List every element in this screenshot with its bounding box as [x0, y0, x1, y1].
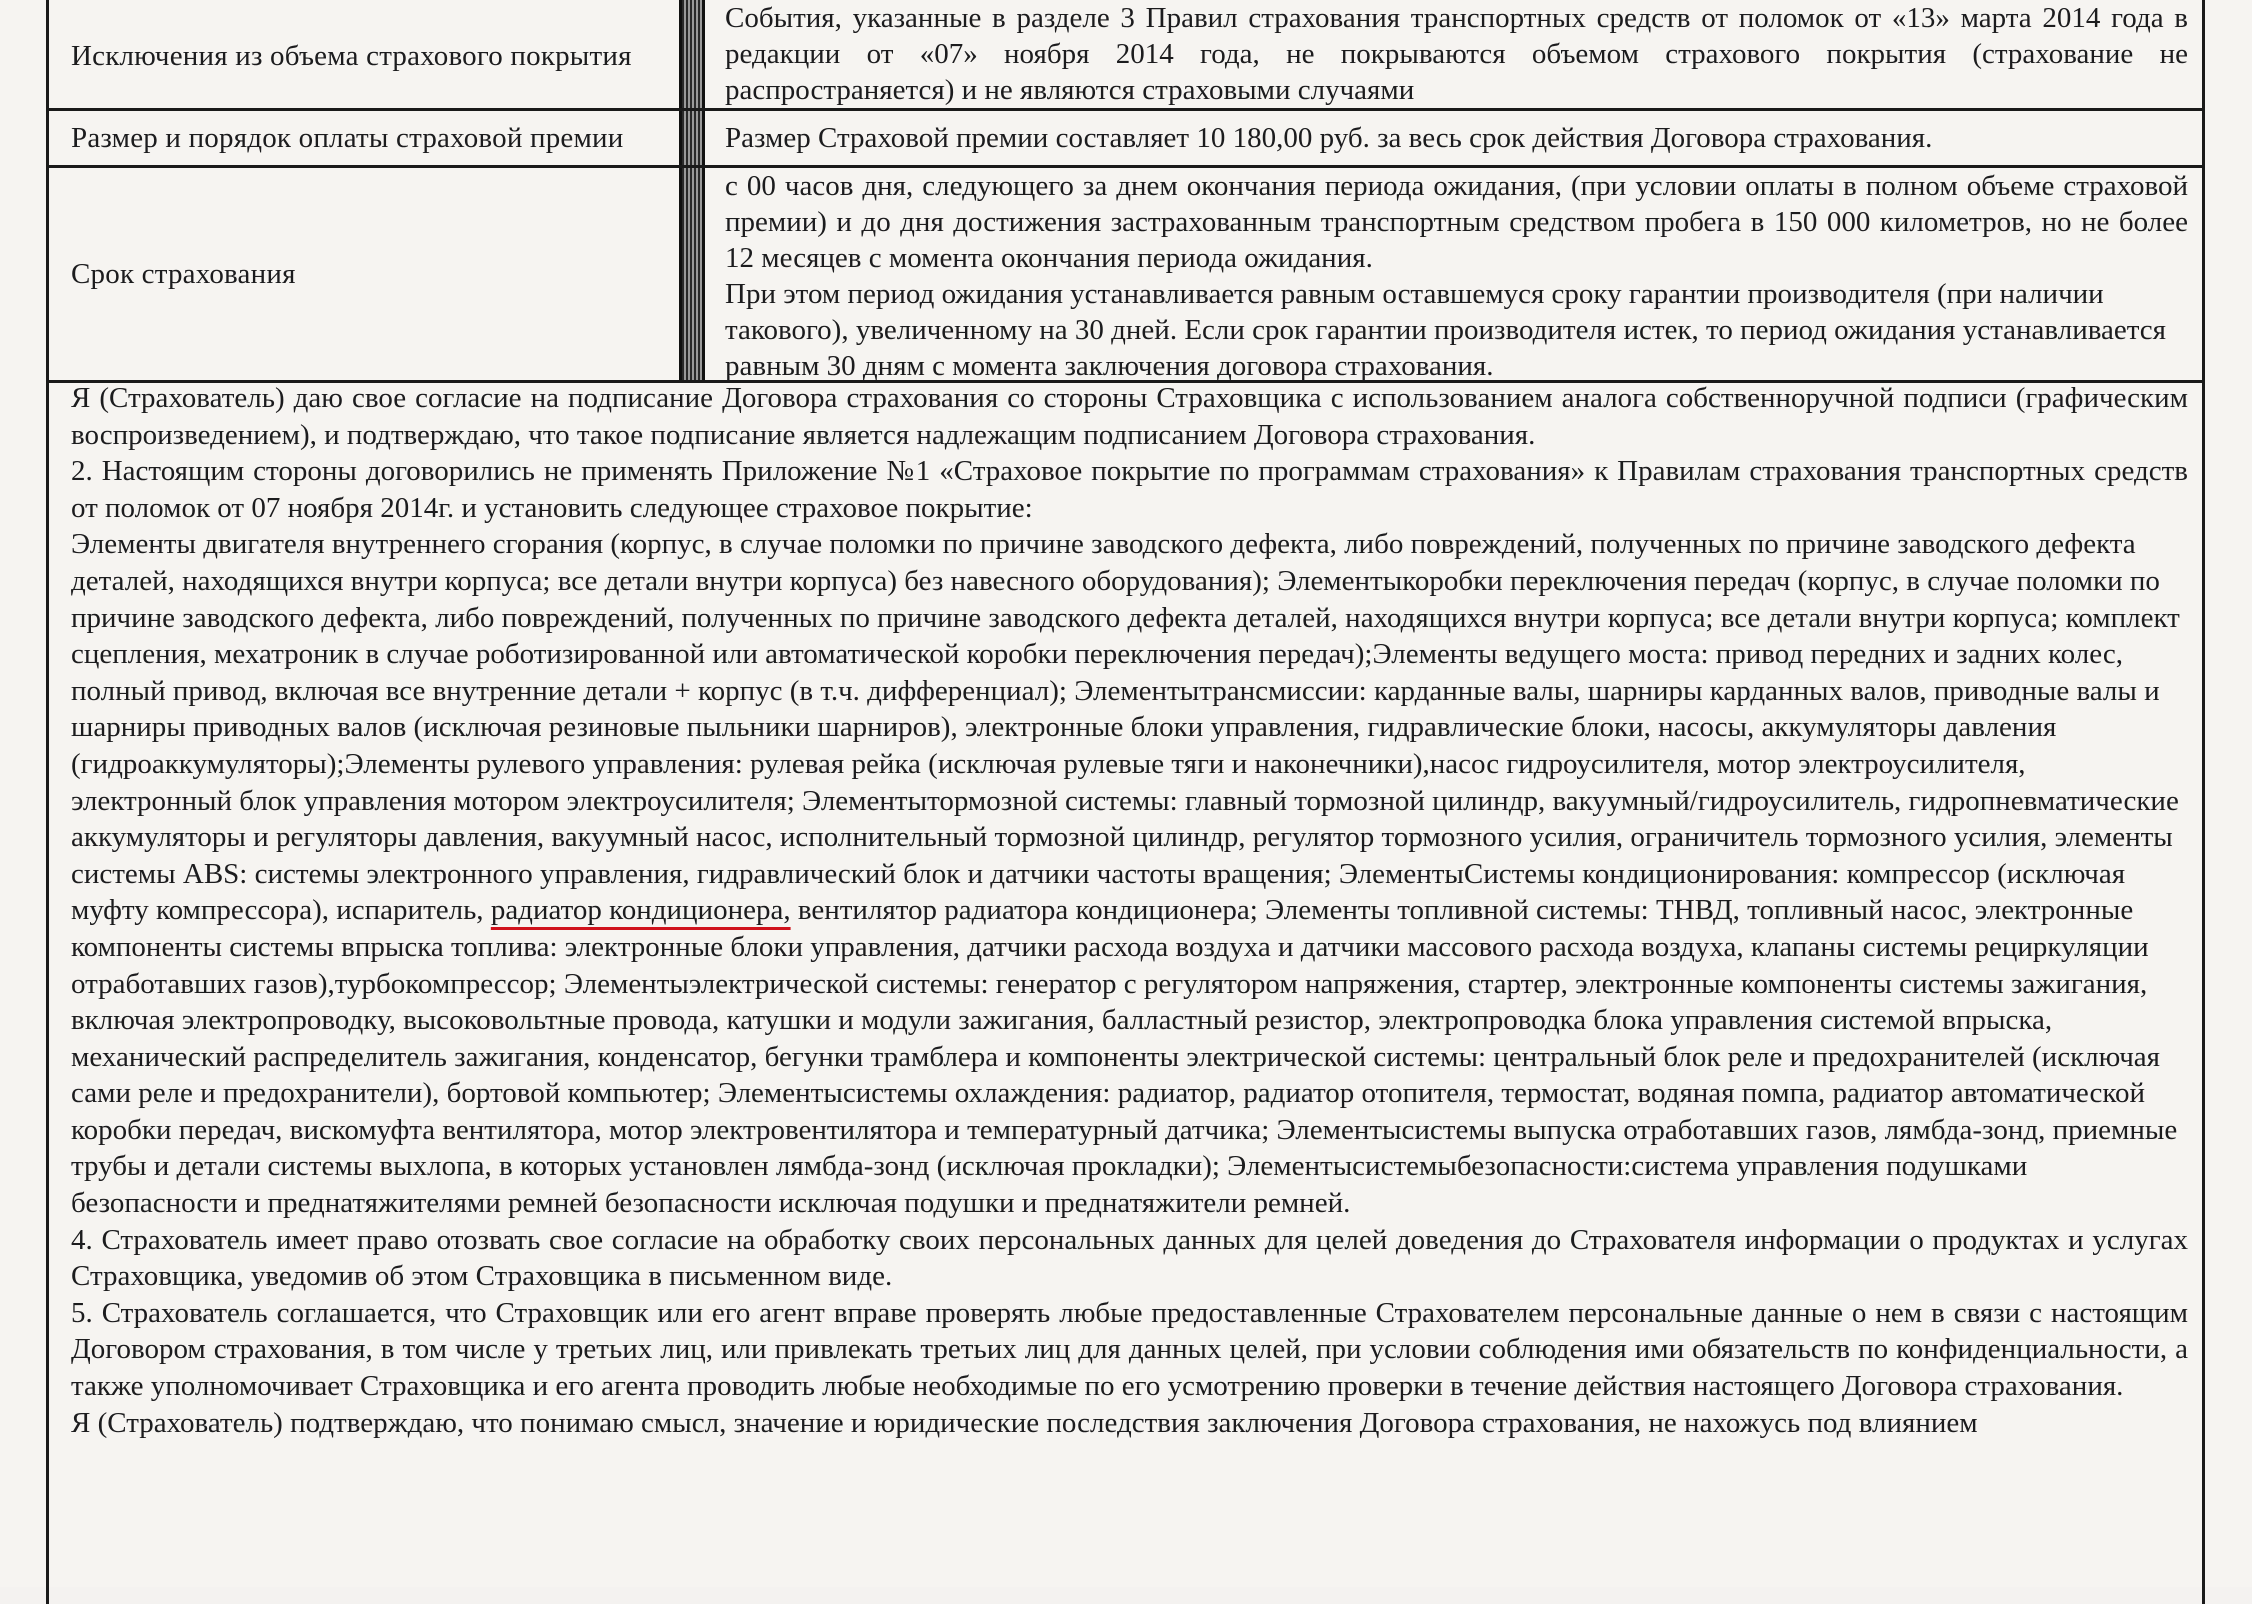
- closing-paragraph: Я (Страхователь) подтверждаю, что понимаю смысл, значение и юридические последствия заключения Договора страхования, не нахожусь под влиянием: [71, 1406, 1978, 1439]
- table-row-premium: [49, 111, 2202, 168]
- term-text-1: с 00 часов дня, следующего за днем окончания периода ожидания, (при условии оплаты в полном объеме страховой премии) и до дня достижения застрахованным транспортным средством пробега в 150 000 километров, но не более 12 месяцев с момента окончания периода ожидания.: [725, 170, 2188, 274]
- premium-text: Размер Страховой премии составляет 10 180,00 руб. за весь срок действия Договора страхования.: [725, 122, 1933, 154]
- table-row-term: [49, 168, 2202, 383]
- item-5-paragraph: 5. Страхователь соглашается, что Страховщик или его агент вправе проверять любые предоставленные Страхователем персональные данные о нем в связи с настоящим Договором страхования, в том числе у третьих лиц, или привлекать третьих лиц для данных целей, при условии соблюдения ими обязательств по конфиденциальности, а также уполномочивает Страховщика и его агента проводить любые необходимые по его усмотрению проверки в течение действия настоящего Договора страхования.: [71, 1296, 2188, 1403]
- row-value-premium: [705, 120, 2202, 156]
- row-label-exclusions: Исключения из объема страхового покрытия: [71, 40, 632, 72]
- row-value-exclusions: [705, 0, 2202, 108]
- underlined-radiator: радиатор кондиционера,: [490, 894, 791, 927]
- item-4-paragraph: 4. Страхователь имеет право отозвать свое согласие на обработку своих персональных данных для целей доведения до Страхователя информации о продуктах и услугах Страховщика, уведомив об этом Страховщика в письменном виде.: [71, 1223, 2188, 1293]
- contract-body: [49, 380, 2202, 1441]
- row-label-term: Срок страхования: [71, 258, 296, 290]
- column-divider: [679, 111, 705, 165]
- item-2-paragraph: 2. Настоящим стороны договорились не применять Приложение №1 «Страховое покрытие по программам страхования» к Правилам страхования транспортных средств от поломок от 07 ноября 2014г. и установить следующее страховое покрытие:: [71, 455, 2188, 524]
- coverage-text-end: вентилятор радиатора кондиционера; Элементы топливной системы: ТНВД, топливный насос, электронные компоненты системы впрыска топлива: электронные блоки управления, датчики расхода воздуха и датчики массового расхода воздуха, клапаны системы рециркуляции отработавших газов),турбокомпрессор; Элементыэлектрической системы: генератор с регулятором напряжения, стартер, электронные компоненты системы зажигания, включая электропроводку, высоковольтные провода, катушки и модули зажигания, балластный резистор, электропроводка блока управления системой впрыска, механический распределитель зажигания, конденсатор, бегунки трамблера и компоненты электрической системы: центральный блок реле и предохранителей (исключая сами реле и предохранители), бортовой компьютер; Элементысистемы охлаждения: радиатор, радиатор отопителя, термостат, водяная помпа, радиатор автоматической коробки передач, вискомуфта вентилятора, мотор электровентилятора и температурный датчика; Элементысистемы выпуска отработавших газов, лямбда-зонд, приемные трубы и детали системы выхлопа, в которых установлен лямбда-зонд (исключая прокладки); Элементысистемыбезопасности:система управления подушками безопасности и преднатяжителями ремней безопасности исключая подушки и преднатяжители ремней.: [71, 894, 2178, 1220]
- coverage-paragraph: [71, 526, 2188, 1221]
- table-row-exclusions: [49, 0, 2202, 111]
- exclusions-text: События, указанные в разделе 3 Правил страхования транспортных средств от поломок от «13» марта 2014 года в редакции от «07» ноября 2014 года, не покрываются объемом страхового покрытия (страхование не распространяется) и не являются страховыми случаями: [725, 2, 2188, 106]
- term-text-2: При этом период ожидания устанавливается равным оставшемуся сроку гарантии производителя (при наличии такового), увеличенному на 30 дней. Если срок гарантии производителя истек, то период ожидания устанавливается равным 30 дням с момента заключения договора страхования.: [725, 278, 2167, 382]
- column-divider: [679, 0, 705, 108]
- contract-table: [46, 0, 2205, 1604]
- coverage-text-start: Элементы двигателя внутреннего сгорания (корпус, в случае поломки по причине заводского дефекта, либо повреждений, полученных по причине заводского дефекта деталей, находящихся внутри корпуса; все детали внутри корпуса) без навесного оборудования); Элементыкоробки переключения передач (корпус, в случае поломки по причине заводского дефекта, либо повреждений, полученных по причине заводского дефекта деталей, находящихся внутри корпуса; все детали внутри корпуса; комплект сцепления, мехатроник в случае роботизированной или автоматической коробки переключения передач);Элементы ведущего моста: привод передних и задних колес, полный привод, включая все внутренние детали + корпус (в т.ч. дифференциал); Элементытрансмиссии: карданные валы, шарниры карданных валов, приводные валы и шарниры приводных валов (исключая резиновые пыльники шарниров), электронные блоки управления, гидравлические блоки, насосы, аккумуляторы давления (гидроаккумуляторы);Элементы рулевого управления: рулевая рейка (исключая рулевые тяги и наконечники),насос гидроусилителя, мотор электроусилителя, электронный блок управления мотором электроусилителя; Элементытормозной системы: главный тормозной цилиндр, вакуумный/гидроусилитель, гидропневматические аккумуляторы и регуляторы давления, вакуумный насос, исполнительный тормозной цилиндр, регулятор тормозного усилия, ограничитель тормозного усилия, элементы системы ABS: системы электронного управления, гидравлический блок и датчики частоты вращения; ЭлементыСистемы кондиционирования: компрессор (исключая муфту компрессора), испаритель,: [71, 528, 2180, 927]
- row-value-term: [705, 168, 2202, 384]
- column-divider: [679, 168, 705, 380]
- consent-paragraph: Я (Страхователь) даю свое согласие на подписание Договора страхования со стороны Страховщика с использованием аналога собственноручной подписи (графическим воспроизведением), и подтверждаю, что такое подписание является надлежащим подписанием Договора страхования.: [71, 382, 2188, 451]
- row-label-premium: Размер и порядок оплаты страховой премии: [71, 122, 624, 154]
